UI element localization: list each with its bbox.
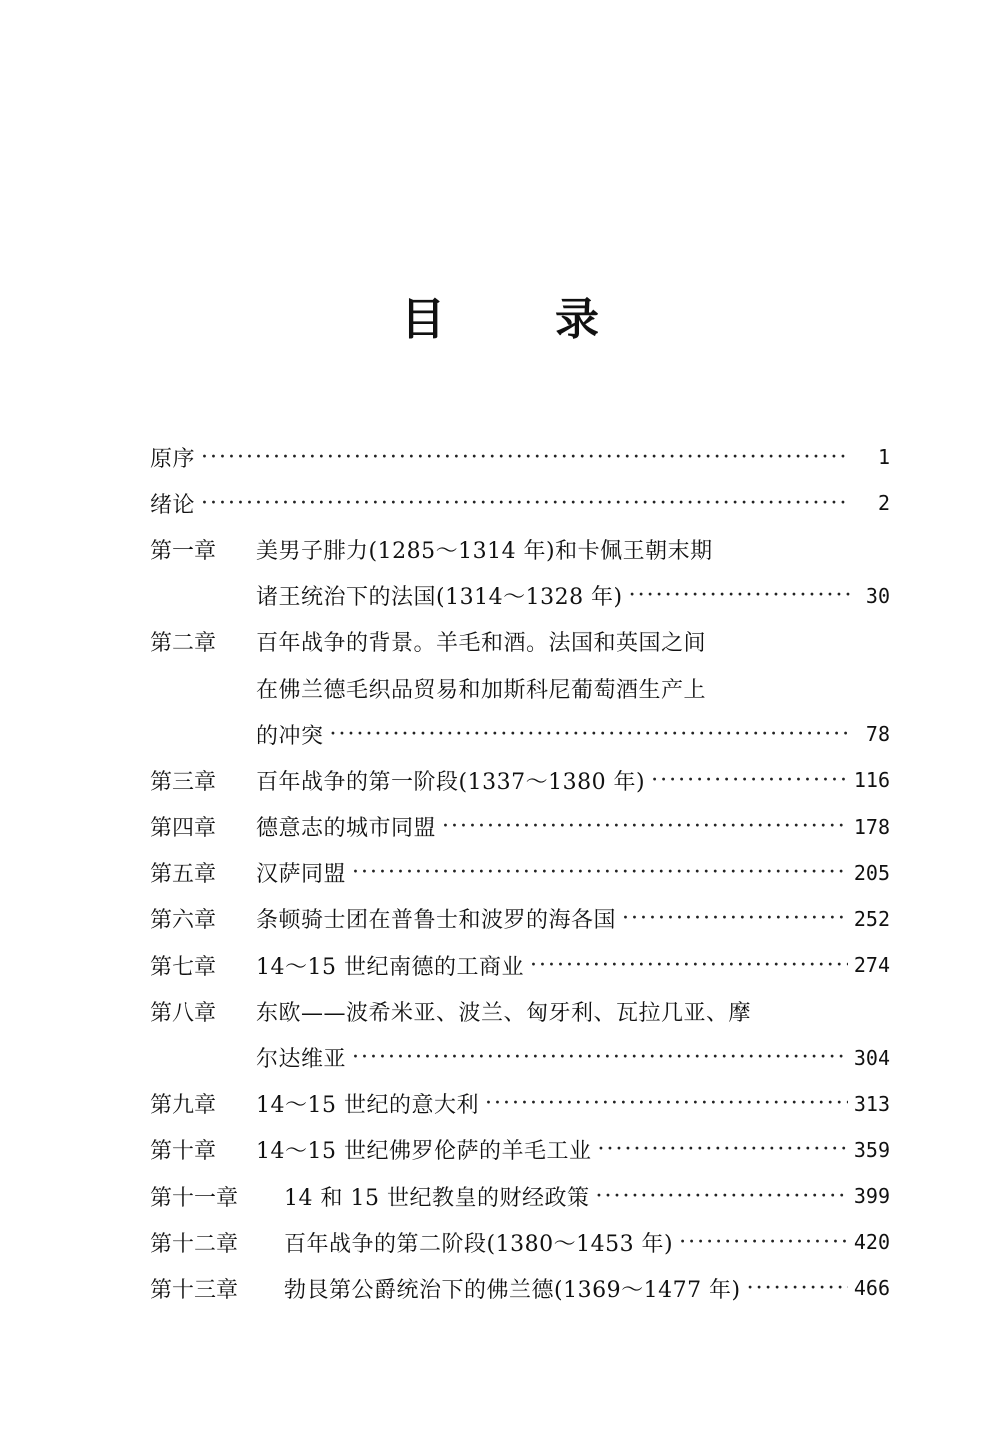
toc-entry-title: 14～15 世纪佛罗伦萨的羊毛工业 <box>256 1139 592 1165</box>
toc-chapter-label: 第十章 <box>150 1139 217 1165</box>
toc-entry[interactable] <box>150 896 890 942</box>
toc-leader-dots <box>352 860 848 885</box>
toc-chapter-label: 第二章 <box>150 631 217 657</box>
toc-chapter-label: 第十三章 <box>150 1277 239 1303</box>
toc-entry-title: 原序 <box>150 446 196 472</box>
toc-entry-title: 美男子腓力(1285～1314 年)和卡佩王朝末期 <box>256 538 713 564</box>
toc-entry-title: 东欧——波希米亚、波兰、匈牙利、瓦拉几亚、摩 <box>256 1000 752 1026</box>
toc-entry[interactable] <box>150 988 890 1034</box>
title-char-2: 录 <box>555 294 599 345</box>
toc-entry[interactable] <box>150 1081 890 1127</box>
toc-leader-dots <box>747 1276 848 1301</box>
toc-leader-dots <box>352 1045 848 1070</box>
toc-leader-dots <box>201 491 850 516</box>
toc-chapter-label: 第六章 <box>150 908 217 934</box>
toc-entry[interactable] <box>150 757 890 803</box>
toc-page-number: 205 <box>853 860 890 885</box>
toc-entry[interactable] <box>150 1219 890 1265</box>
table-of-contents <box>150 434 890 1312</box>
toc-entry[interactable] <box>150 434 890 480</box>
page-title <box>0 290 1000 350</box>
toc-entry-title: 在佛兰德毛织品贸易和加斯科尼葡萄酒生产上 <box>256 677 707 703</box>
toc-page-number: 399 <box>853 1184 890 1209</box>
toc-page-number: 178 <box>853 814 890 839</box>
toc-page-number: 420 <box>853 1230 890 1255</box>
toc-page-number: 252 <box>853 906 890 931</box>
toc-entry[interactable] <box>150 942 890 988</box>
toc-entry[interactable] <box>150 665 890 711</box>
toc-entry[interactable] <box>150 619 890 665</box>
toc-leader-dots <box>442 814 848 839</box>
toc-page-number: 2 <box>877 491 890 516</box>
toc-entry-title: 的冲突 <box>256 723 324 749</box>
toc-chapter-label: 第三章 <box>150 769 217 795</box>
toc-entry-title: 百年战争的第一阶段(1337～1380 年) <box>256 769 646 795</box>
toc-chapter-label: 第四章 <box>150 816 217 842</box>
toc-entry-title: 勃艮第公爵统治下的佛兰德(1369～1477 年) <box>284 1277 741 1303</box>
toc-entry-title: 尔达维亚 <box>256 1047 347 1073</box>
toc-page-number: 274 <box>853 953 890 978</box>
toc-entry-title: 绪论 <box>150 492 196 518</box>
toc-page-number: 304 <box>853 1045 890 1070</box>
toc-entry-title: 14～15 世纪南德的工商业 <box>256 954 524 980</box>
toc-chapter-label: 第十二章 <box>150 1231 239 1257</box>
toc-page-number: 30 <box>865 583 890 608</box>
toc-page-number: 359 <box>853 1137 890 1162</box>
toc-entry-title: 诸王统治下的法国(1314～1328 年) <box>256 585 623 611</box>
toc-entry[interactable] <box>150 850 890 896</box>
toc-chapter-label: 第七章 <box>150 954 217 980</box>
toc-entry-title: 14 和 15 世纪教皇的财经政策 <box>284 1185 590 1211</box>
toc-entry[interactable] <box>150 1173 890 1219</box>
toc-entry[interactable] <box>150 573 890 619</box>
toc-leader-dots <box>651 768 848 793</box>
toc-entry-title: 条顿骑士团在普鲁士和波罗的海各国 <box>256 908 617 934</box>
toc-leader-dots <box>597 1137 847 1162</box>
toc-leader-dots <box>485 1091 848 1116</box>
toc-leader-dots <box>595 1184 847 1209</box>
toc-entry-title: 百年战争的第二阶段(1380～1453 年) <box>284 1231 674 1257</box>
toc-leader-dots <box>679 1230 848 1255</box>
toc-entry-title: 百年战争的背景。羊毛和酒。法国和英国之间 <box>256 631 707 657</box>
toc-page-number: 466 <box>853 1276 890 1301</box>
toc-entry[interactable] <box>150 1265 890 1311</box>
toc-entry-title: 14～15 世纪的意大利 <box>256 1093 479 1119</box>
toc-chapter-label: 第八章 <box>150 1000 217 1026</box>
toc-entry[interactable] <box>150 1034 890 1080</box>
toc-leader-dots <box>629 583 850 608</box>
toc-leader-dots <box>201 445 850 470</box>
toc-page-number: 1 <box>877 445 890 470</box>
toc-entry[interactable] <box>150 711 890 757</box>
toc-chapter-label: 第十一章 <box>150 1185 239 1211</box>
toc-page-number: 313 <box>853 1091 890 1116</box>
toc-entry-title: 汉萨同盟 <box>256 862 347 888</box>
toc-page-number: 78 <box>865 722 890 747</box>
toc-chapter-label: 第九章 <box>150 1093 217 1119</box>
toc-page-number: 116 <box>853 768 890 793</box>
toc-chapter-label: 第五章 <box>150 862 217 888</box>
toc-leader-dots <box>530 953 848 978</box>
toc-entry-title: 德意志的城市同盟 <box>256 816 437 842</box>
toc-chapter-label: 第一章 <box>150 538 217 564</box>
title-char-1: 目 <box>401 294 445 345</box>
toc-entry[interactable] <box>150 526 890 572</box>
toc-leader-dots <box>330 722 850 747</box>
toc-entry[interactable] <box>150 480 890 526</box>
toc-entry[interactable] <box>150 1127 890 1173</box>
toc-entry[interactable] <box>150 804 890 850</box>
toc-leader-dots <box>622 906 848 931</box>
